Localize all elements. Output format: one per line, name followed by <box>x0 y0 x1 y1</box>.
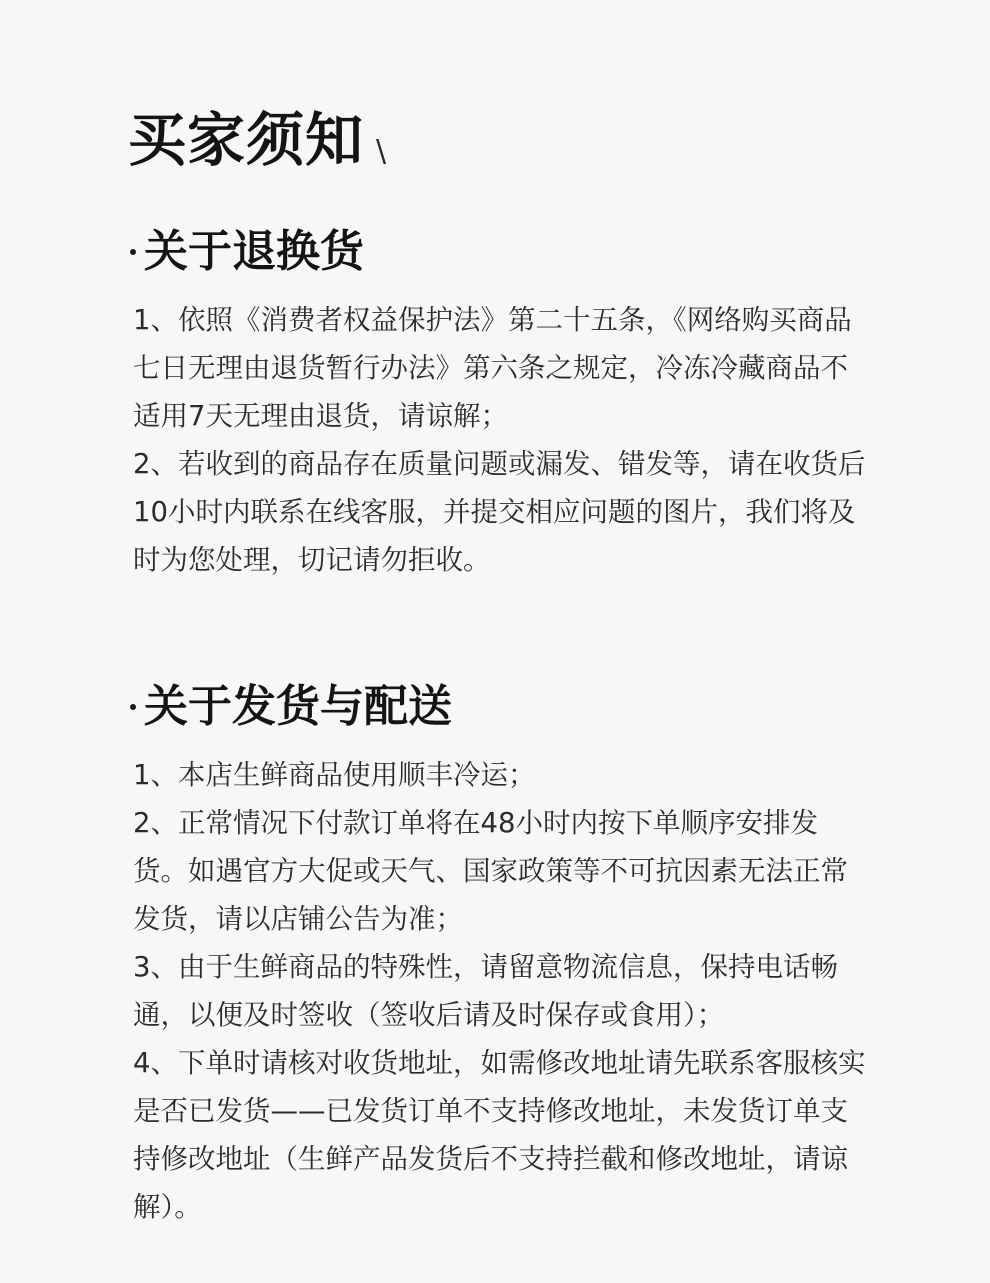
section-heading-shipping <box>128 677 868 737</box>
section-body-returns <box>128 296 868 584</box>
section-body-shipping <box>128 751 868 1231</box>
notice-item: 1、依照《消费者权益保护法》第二十五条，《网络购买商品七日无理由退货暂行办法》第六条之规定，冷冻冷藏商品不适用7天无理由退货，请谅解； <box>133 304 852 432</box>
page-title-row <box>128 100 386 180</box>
title-decoration-mark: \ <box>376 134 387 169</box>
section-heading-label: 关于发货与配送 <box>144 681 452 732</box>
notice-item: 2、若收到的商品存在质量问题或漏发、错发等，请在收货后10小时内联系在线客服，并提交相应问题的图片，我们将及时为您处理，切记请勿拒收。 <box>133 448 866 576</box>
section-returns <box>128 222 868 584</box>
section-heading-label: 关于退换货 <box>144 226 364 277</box>
page-title: 买家须知 <box>128 106 365 174</box>
section-heading-returns <box>128 222 868 282</box>
bullet-dot-icon <box>130 704 136 710</box>
notice-item: 2、正常情况下付款订单将在48小时内按下单顺序安排发货。如遇官方大促或天气、国家政策等不可抗因素无法正常发货，请以店铺公告为准； <box>133 807 848 935</box>
notice-item: 1、本店生鲜商品使用顺丰冷运； <box>133 759 536 791</box>
section-shipping <box>128 677 868 1231</box>
notice-item: 4、下单时请核对收货地址，如需修改地址请先联系客服核实是否已发货——已发货订单不支持修改地址，未发货订单支持修改地址（生鲜产品发货后不支持拦截和修改地址，请谅解）。 <box>133 1047 866 1223</box>
notice-item: 3、由于生鲜商品的特殊性，请留意物流信息，保持电话畅通，以便及时签收（签收后请及时保存或食用）； <box>133 951 838 1031</box>
bullet-dot-icon <box>130 249 136 255</box>
